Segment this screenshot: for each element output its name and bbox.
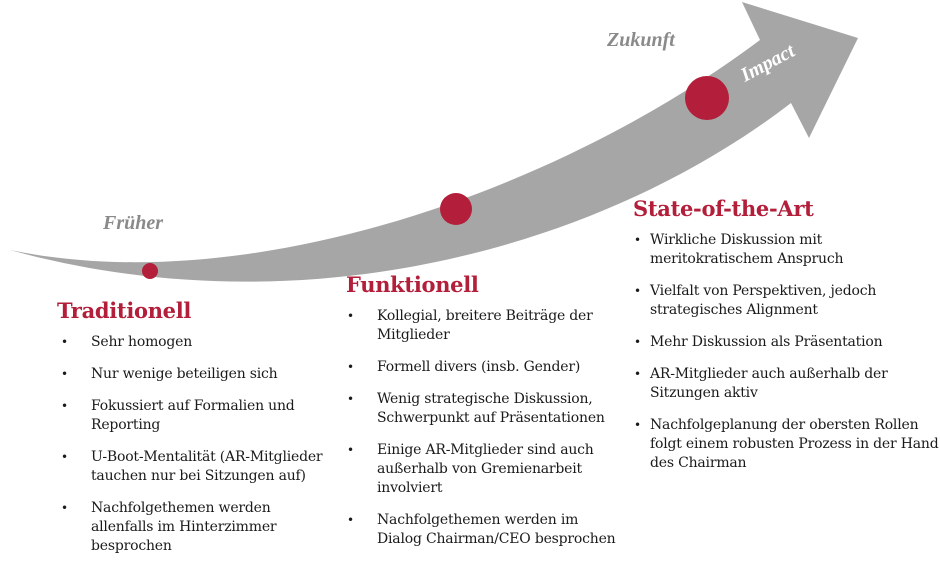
- phase-label-past: Früher: [103, 212, 164, 234]
- stage-marker-funktionell: [440, 193, 472, 225]
- column-funktionell: [346, 272, 626, 562]
- list-item: • Nachfolgethemen werden im Dialog Chairman/CEO besprochen: [346, 511, 626, 549]
- list-item: • Fokussiert auf Formalien und Reporting: [57, 397, 327, 435]
- stage-marker-traditionell: [142, 263, 158, 279]
- list-item: • Vielfalt von Perspektiven, jedoch strategisches Alignment: [633, 282, 940, 320]
- phase-label-future: Zukunft: [607, 29, 675, 51]
- list-item: • AR-Mitglieder auch außerhalb der Sitzungen aktiv: [633, 365, 940, 403]
- column-traditionell: [57, 298, 327, 569]
- list-item: • Einige AR-Mitglieder sind auch außerhalb von Gremienarbeit involviert: [346, 441, 626, 498]
- list-item: • Nur wenige beteiligen sich: [57, 365, 327, 384]
- list-item: • Formell divers (insb. Gender): [346, 358, 626, 377]
- list-item: • Wenig strategische Diskussion, Schwerpunkt auf Präsentationen: [346, 390, 626, 428]
- column-title: Traditionell: [57, 298, 192, 323]
- column-state-of-the-art: [633, 196, 940, 486]
- list-item: • Nachfolgeplanung der obersten Rollen folgt einem robusten Prozess in der Hand des Chairman: [633, 416, 940, 473]
- list-item: • Sehr homogen: [57, 333, 327, 352]
- column-title: Funktionell: [346, 272, 479, 297]
- list-item: • U-Boot-Mentalität (AR-Mitglieder tauchen nur bei Sitzungen auf): [57, 448, 327, 486]
- list-item: • Wirkliche Diskussion mit meritokratischem Anspruch: [633, 231, 940, 269]
- list-item: • Mehr Diskussion als Präsentation: [633, 333, 940, 352]
- impact-label: Impact: [737, 39, 799, 87]
- list-item: • Nachfolgethemen werden allenfalls im Hinterzimmer besprochen: [57, 499, 327, 556]
- stage-marker-state-of-the-art: [685, 76, 729, 120]
- list-item: • Kollegial, breitere Beiträge der Mitglieder: [346, 307, 626, 345]
- column-title: State-of-the-Art: [633, 196, 814, 221]
